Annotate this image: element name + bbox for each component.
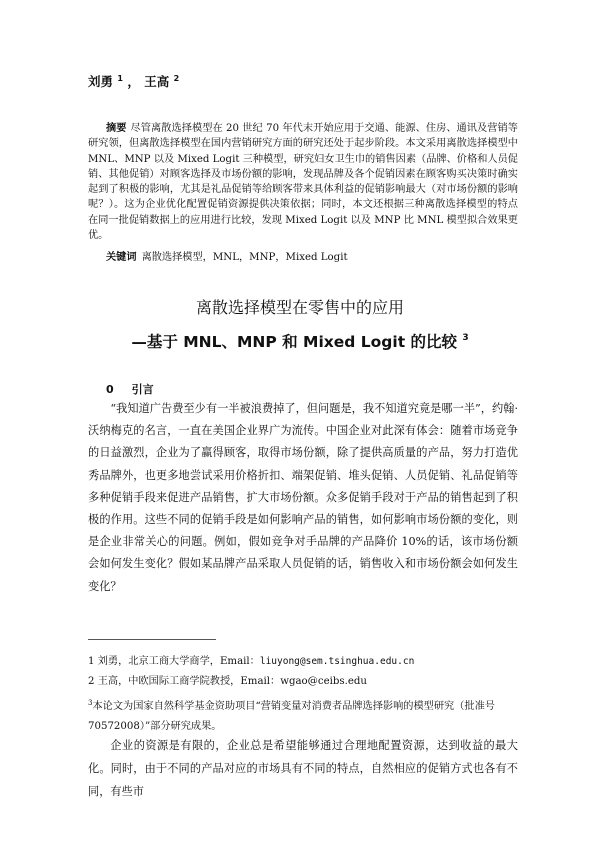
paper-subtitle	[0, 330, 600, 352]
section-title: 引言	[131, 383, 154, 396]
footnote-divider	[88, 639, 216, 640]
footnote-1-text: 刘勇，北京工商大学商学，Email：	[97, 656, 260, 667]
keywords	[106, 248, 348, 263]
abstract-text: 尽管离散选择模型在 20 世纪 70 年代末开始应用于交通、能源、住房、通讯及营销等研究领，但离散选择模型在国内营销研究方面的研究还处于起步阶段。本文采用离散选择模型中 MNL、MNP 以及 Mixed Logit 三种模型，研究妇女卫生巾的销售因素（品牌、价格和人员促销、其他促销）对顾客选择及市场份额的影响，发现品牌及各个促销因素在顾客购买决策时确实起到了积极的影响，尤其是礼品促销等给顾客带来具体利益的促销影响最大（对市场份额的影响呢？）。这为企业优化配置促销资源提供决策依据；同时，本文还根据三种离散选择模型的特点在同一批促销数据上的应用进行比较，发现 Mixed Logit 以及 MNP 比 MNL 模型拟合效果更优。	[88, 123, 518, 242]
intro-paragraph: “我知道广告费至少有一半被浪费掉了，但问题是，我不知道究竟是哪一半”，约翰·沃纳梅克的名言，一直在美国企业界广为流传。中国企业对此深有体会：随着市场竞争的日益激烈，企业为了赢得顾客，取得市场份额，除了提供高质量的产品，努力打造优秀品牌外，也更多地尝试采用价格折扣、端架促销、堆头促销、人员促销、礼品促销等多种促销手段来促进产品销售，扩大市场份额。众多促销手段对于产品的销售起到了积极的作用。这些不同的促销手段是如何影响产品的销售，如何影响市场份额的变化，则是企业非常关心的问题。例如，假如竞争对手品牌的产品降价 10%的话，该市场份额会如何发生变化？假如某品牌产品采取人员促销的话，销售收入和市场份额会如何发生变化？	[88, 402, 518, 593]
author-1: 刘勇	[88, 74, 114, 89]
author-2-superscript: 2	[173, 74, 180, 83]
paper-subtitle-text: —基于 MNL、MNP 和 Mixed Logit 的比较	[131, 333, 458, 351]
paper-subtitle-superscript: 3	[462, 333, 469, 343]
section-heading	[106, 381, 172, 397]
keywords-label: 关键词	[106, 252, 137, 263]
abstract-label: 摘要	[106, 123, 127, 134]
footnote-2	[88, 672, 518, 692]
footnote-2-text: 王高，中欧国际工商学院教授，Email：wgao@ceibs.edu	[97, 676, 367, 687]
footnote-1-email: liuyong@sem.tsinghua.edu.cn	[259, 656, 415, 667]
footnote-2-number: 2	[88, 676, 95, 687]
author-2: 王高	[144, 74, 170, 89]
author-line	[88, 72, 179, 90]
closing-paragraph: 企业的资源是有限的，企业总是希望能够通过合理地配置资源，达到收益的最大化。同时，由于不同的产品对应的市场具有不同的特点，自然相应的促销方式也各有不同，有些市	[88, 739, 518, 798]
abstract	[88, 121, 518, 243]
footnote-1-number: 1	[88, 656, 95, 667]
footnote-3-text: 本论文为国家自然科学基金资助项目“营销变量对消费者品牌选择影响的模型研究（批准号 70572008）”部分研究成果。	[88, 701, 495, 732]
author-1-superscript: 1	[117, 74, 123, 83]
footnote-3-superscript: 3	[88, 699, 93, 707]
author-separator: ，	[127, 74, 140, 89]
footnote-3	[88, 694, 518, 736]
section-number: 0	[106, 383, 114, 396]
keywords-text: 离散选择模型，MNL，MNP，Mixed Logit	[141, 252, 348, 263]
footnote-1	[88, 652, 518, 672]
paper-title: 离散选择模型在零售中的应用	[195, 298, 404, 317]
